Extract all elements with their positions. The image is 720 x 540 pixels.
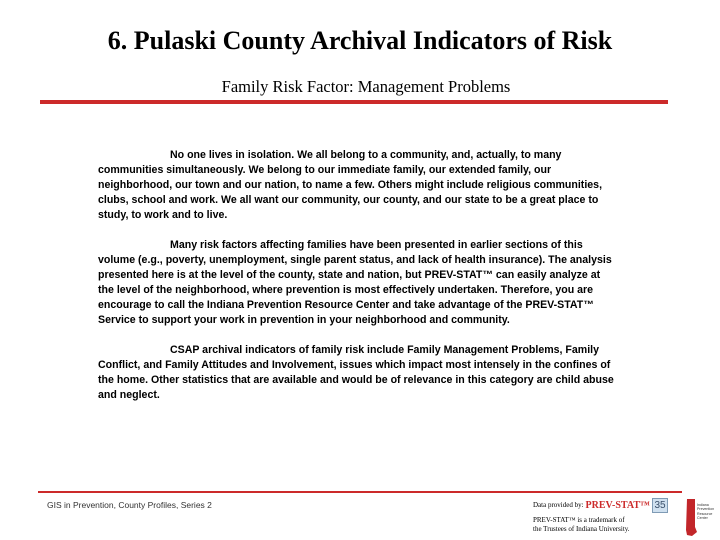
logo-text (697, 503, 718, 521)
logo-line-2: Prevention (697, 507, 715, 512)
logo-line-3: Resource (697, 511, 713, 516)
series-label: GIS in Prevention, County Profiles, Series 2 (47, 500, 212, 510)
credit-row (533, 498, 683, 513)
page-subtitle: Family Risk Factor: Management Problems (221, 77, 511, 96)
logo-line-1: Indiana (697, 503, 709, 507)
iprc-logo (685, 496, 718, 538)
trademark-line-2: the Trustees of Indiana University. (533, 525, 630, 533)
prev-stat-brand: PREV-STAT™ (585, 500, 650, 511)
paragraph-3: CSAP archival indicators of family risk include Family Management Problems, Family Conflict, and Family Attitudes and Involvement, issues which impact most intensely in the confines of the home. Other statistics that are available and would be of relevance in this category are child abuse and neglect. (98, 344, 614, 401)
logo-line-4: Center (697, 516, 708, 521)
paragraph-2: Many risk factors affecting families have been presented in earlier sections of this volume (e.g., poverty, unemployment, single parent status, and lack of health insurance). The analysis presented here is at the level of the county, state and nation, but PREV-STAT™ can easily analyze at the level of the neighborhood, where prevention is most effectively undertaken. Therefore, you are encourage to call the Indiana Prevention Resource Center and take advantage of the PREV-STAT™ Service to support your work in prevention in your neighborhood and community. (98, 239, 612, 326)
data-credit (533, 498, 683, 534)
body-text (98, 148, 618, 403)
paragraph-1: No one lives in isolation. We all belong to a community, and, actually, to many communities simultaneously. We belong to our immediate family, our extended family, our neighborhood, our town and our nation, to name a few. Others might include religious communities, clubs, school and work. We all want our community, our county, and our state to be a great place to study, to work and to live. (98, 149, 603, 221)
page-number: 35 (652, 498, 668, 513)
trademark-note (533, 516, 683, 534)
credit-prefix: Data provided by: (533, 501, 584, 509)
page-title: 6. Pulaski County Archival Indicators of Risk (107, 26, 613, 55)
trademark-line-1: PREV-STAT™ is a trademark of (533, 516, 625, 524)
footer-divider (38, 491, 682, 493)
header-divider (40, 100, 668, 104)
